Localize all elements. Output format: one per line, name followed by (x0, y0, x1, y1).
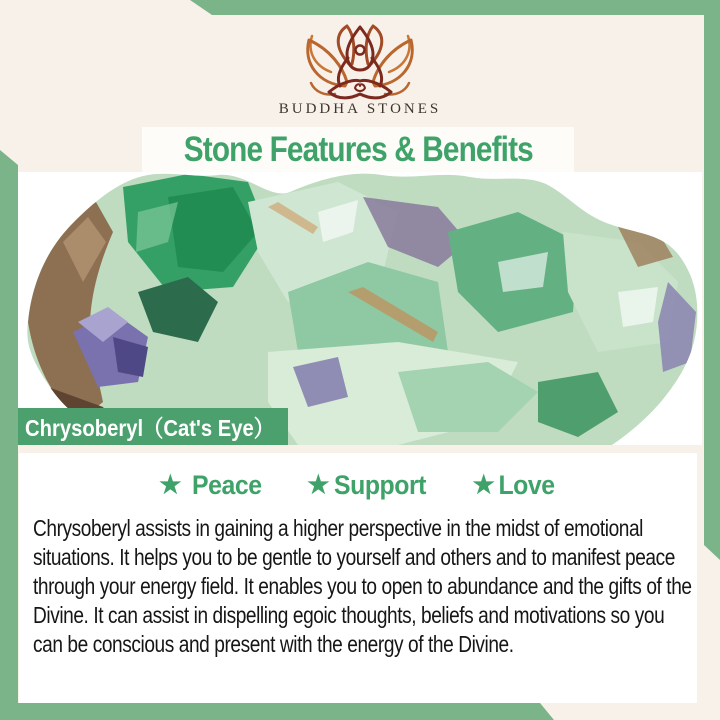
frame-bottom-band (0, 703, 554, 720)
benefit-item-peace (159, 470, 265, 501)
stone-image (18, 172, 702, 445)
benefit-label: Support (334, 470, 427, 500)
stone-name-badge (18, 408, 288, 445)
benefit-label: Love (498, 470, 555, 500)
lotus-meditation-icon (285, 22, 435, 112)
star-icon: ★ (159, 471, 182, 499)
stone-name-label: Chrysoberyl（Cat's Eye） (25, 415, 274, 441)
frame-top-band (0, 0, 720, 15)
stone-photo (18, 172, 702, 445)
brand-logo (285, 22, 435, 107)
section-title-band (142, 127, 574, 172)
benefits-row (19, 470, 697, 501)
frame-right-band (704, 0, 720, 560)
frame-left-band (0, 150, 18, 720)
star-icon: ★ (307, 471, 330, 499)
content-box (19, 453, 697, 703)
section-title: Stone Features & Benefits (183, 129, 533, 169)
benefit-item-love (472, 470, 556, 501)
benefit-label: Peace (192, 470, 263, 500)
star-icon: ★ (472, 471, 495, 499)
stone-description: Chrysoberyl assists in gaining a higher perspective in the midst of emotional situations. It helps you to be gentle to yourself and others and to manifest peace through your energy field. It enables you to open to abundance and the gifts of the Divine. It can assist in dispelling egoic thoughts, beliefs and motivations so you can be conscious and present with the energy of the Divine. (33, 515, 692, 657)
benefit-item-support (307, 470, 430, 501)
brand-name: BUDDHA STONES (278, 101, 442, 117)
